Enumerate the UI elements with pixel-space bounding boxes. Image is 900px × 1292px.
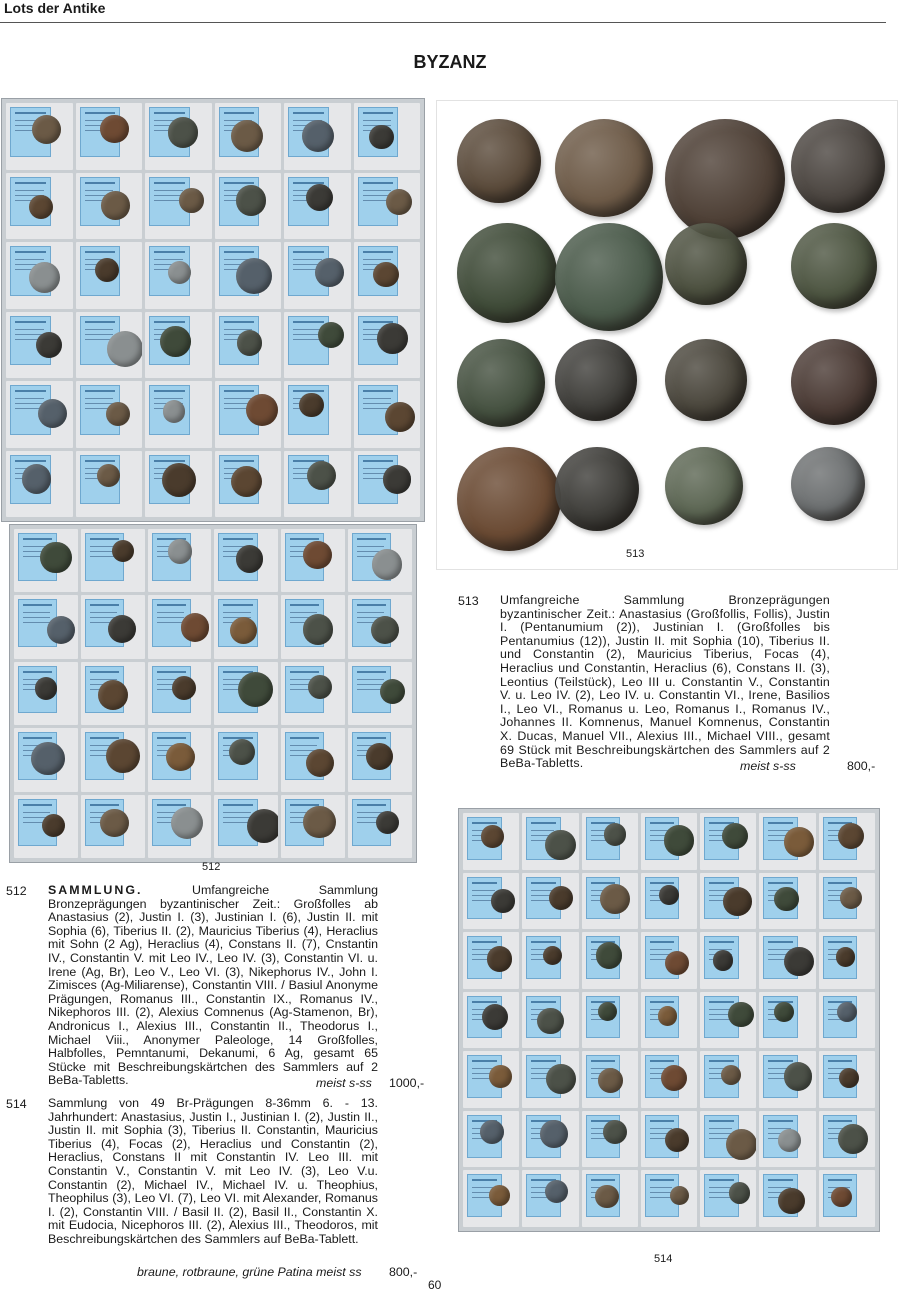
coin-image xyxy=(22,464,51,493)
tray-514-compartment xyxy=(700,1170,756,1227)
tray-512a-compartment xyxy=(284,173,351,240)
tray-514-compartment xyxy=(641,1051,697,1108)
coin-image xyxy=(318,322,344,348)
coin-image xyxy=(665,951,689,975)
tray-514-compartment xyxy=(819,932,875,989)
coin-image xyxy=(179,188,204,213)
coin-image xyxy=(728,1002,753,1027)
tray-512b-compartment xyxy=(214,795,278,858)
coin-image xyxy=(665,1128,689,1152)
coin-image xyxy=(543,946,562,965)
coin-image xyxy=(555,447,639,531)
lot-513-price: 800,- xyxy=(847,759,876,773)
coin-image xyxy=(369,125,394,150)
coin-image xyxy=(307,461,336,490)
lot-513-condition: meist s-ss xyxy=(740,759,796,773)
coin-image xyxy=(98,680,129,711)
coin-image xyxy=(299,393,324,418)
lot-512-lead: SAMMLUNG. xyxy=(48,883,143,897)
tray-514-compartment xyxy=(819,1111,875,1168)
coin-image xyxy=(549,886,573,910)
tray-514-compartment xyxy=(522,992,578,1049)
tray-514-compartment xyxy=(522,813,578,870)
lot-512-condition: meist s-ss xyxy=(316,1076,372,1090)
tray-514-compartment xyxy=(759,992,815,1049)
coin-image xyxy=(774,1002,794,1022)
tray-512a-compartment xyxy=(215,312,282,379)
coin-image xyxy=(385,402,415,432)
coin-image xyxy=(555,223,663,331)
tray-512a-compartment xyxy=(354,312,421,379)
coin-image xyxy=(163,400,186,423)
tray-514-compartment xyxy=(522,932,578,989)
page-header-title: Lots der Antike xyxy=(4,0,106,16)
coin-image xyxy=(107,331,142,367)
lot-512-tray-photo-lower xyxy=(9,524,417,863)
coin-image xyxy=(778,1188,804,1214)
coin-image xyxy=(377,323,408,354)
tray-512b-compartment xyxy=(81,795,145,858)
coin-image xyxy=(784,947,813,976)
coin-image xyxy=(778,1129,801,1152)
tray-514-compartment xyxy=(700,1111,756,1168)
coin-image xyxy=(658,1006,678,1026)
tray-514-compartment xyxy=(463,813,519,870)
coin-image xyxy=(726,1129,756,1160)
lot-512-number: 512 xyxy=(6,884,27,898)
coin-image xyxy=(489,1065,512,1088)
tray-512b-compartment xyxy=(214,662,278,725)
tray-512b-compartment xyxy=(281,662,345,725)
tray-512a-compartment xyxy=(284,312,351,379)
tray-514-compartment xyxy=(582,992,638,1049)
coin-image xyxy=(162,463,196,497)
tray-512a-compartment xyxy=(6,312,73,379)
tray-512b-compartment xyxy=(348,595,412,658)
tray-512a-compartment xyxy=(76,312,143,379)
coin-image xyxy=(101,191,130,220)
lot-513-number: 513 xyxy=(458,594,479,608)
coin-image xyxy=(831,1187,851,1207)
tray-514-compartment xyxy=(641,992,697,1049)
coin-image xyxy=(303,541,332,570)
tray-514-compartment xyxy=(819,1051,875,1108)
coin-image xyxy=(784,827,813,856)
coin-image xyxy=(306,749,334,777)
coin-image xyxy=(35,677,57,699)
coin-image xyxy=(95,258,119,282)
tray-512a-compartment xyxy=(215,242,282,309)
coin-image xyxy=(100,115,129,144)
tray-514-compartment xyxy=(582,932,638,989)
tray-514-compartment xyxy=(582,1111,638,1168)
tray-512a-compartment xyxy=(76,173,143,240)
tray-512b-compartment xyxy=(348,662,412,725)
coin-image xyxy=(31,742,64,775)
coin-image xyxy=(236,545,263,572)
coin-image xyxy=(661,1065,687,1091)
tray-512a-compartment xyxy=(354,381,421,448)
tray-512b-compartment xyxy=(348,795,412,858)
coin-image xyxy=(372,549,403,580)
tray-514-compartment xyxy=(522,1170,578,1227)
tray-512b-compartment xyxy=(14,728,78,791)
tray-512b-compartment xyxy=(281,595,345,658)
tray-514-compartment xyxy=(641,932,697,989)
coin-image xyxy=(106,402,130,426)
coin-image xyxy=(791,339,877,425)
tray-512b-compartment xyxy=(214,595,278,658)
tray-512a-compartment xyxy=(145,451,212,518)
tray-514-compartment xyxy=(819,1170,875,1227)
coin-image xyxy=(729,1182,751,1204)
tray-514-compartment xyxy=(522,1051,578,1108)
coin-image xyxy=(168,117,199,148)
coin-image xyxy=(236,185,267,216)
lot-512-text: Umfangreiche Sammlung Bronzeprägungen byzantinischer Zeit.: Großfolles ab Anastasius (2), Justin I. (3), Justinian I. (6), Justin II. mit Sophia (6), Tiberius II. (2), Mauricius Tiberius (4), Heraclius mit Sohn (2 Ag), Heraclius (4), Constans II. (7), Cnstantin IV., Constantin V. mit Leo IV., Leo IV. (3), Constantin VI. u. Irene (Ag, Br), Leo V., Leo VI. (3), Nikephorus IV., John I. Zimisces (Ag-Miliarense), Constantin VIII. / Basiul Anonyme Prägungen, Romanus III., Constantin IX., Romanus IV., Nikephoros III. (2), Alexius Comnenus (Ag-Stamenon, Br), Andronicus I., Alexius III., Constantin II., Theodorus I., Michael Viii., Anonymer Paleologe, 14 Großfolles, Halbfolles, Pemntanumi, Dekanumi, 6 Ag, gesamt 65 Stücke mit Beschreibungskärtchen des Sammlers auf 2 BeBa-Tabletts. xyxy=(48,883,378,1088)
coin-image xyxy=(380,679,406,705)
tray-512b-compartment xyxy=(214,728,278,791)
coin-image xyxy=(166,743,194,771)
tray-512a-compartment xyxy=(354,242,421,309)
coin-image xyxy=(383,465,412,494)
tray-512b-compartment xyxy=(348,529,412,592)
coin-image xyxy=(604,823,627,846)
tray-512b-compartment xyxy=(148,595,212,658)
lot-512-description xyxy=(48,884,378,1088)
coin-image xyxy=(670,1186,689,1205)
tray-514-compartment xyxy=(819,813,875,870)
coin-image xyxy=(713,950,734,971)
coin-image xyxy=(172,676,196,700)
coin-image xyxy=(840,887,862,909)
lot-514-condition: braune, rotbraune, grüne Patina meist ss xyxy=(137,1265,362,1279)
tray-512b-compartment xyxy=(81,728,145,791)
tray-514-compartment xyxy=(582,813,638,870)
figure-caption-512: 512 xyxy=(202,861,221,873)
lot-514-price: 800,- xyxy=(389,1265,418,1279)
tray-514-compartment xyxy=(700,813,756,870)
tray-512a-compartment xyxy=(354,173,421,240)
tray-512a-compartment xyxy=(354,103,421,170)
coin-image xyxy=(231,120,263,152)
coin-image xyxy=(537,1008,563,1034)
coin-image xyxy=(837,1002,857,1022)
tray-514-compartment xyxy=(641,873,697,930)
tray-512a-compartment xyxy=(215,381,282,448)
tray-514-compartment xyxy=(582,873,638,930)
coin-image xyxy=(100,809,129,838)
coin-image xyxy=(664,825,695,856)
tray-512a-compartment xyxy=(6,451,73,518)
coin-image xyxy=(302,120,334,152)
coin-image xyxy=(38,399,67,428)
coin-image xyxy=(481,825,504,848)
coin-image xyxy=(303,614,334,645)
coin-image xyxy=(29,262,60,293)
coin-image xyxy=(598,1068,623,1093)
tray-514-compartment xyxy=(463,1111,519,1168)
tray-514-compartment xyxy=(759,1111,815,1168)
lot-513-coins-photo xyxy=(436,100,898,570)
tray-514-compartment xyxy=(641,813,697,870)
tray-512a-compartment xyxy=(76,451,143,518)
tray-512a-compartment xyxy=(215,451,282,518)
tray-512a-compartment xyxy=(6,381,73,448)
coin-image xyxy=(546,1064,576,1094)
section-title: BYZANZ xyxy=(413,52,487,72)
tray-512b-compartment xyxy=(348,728,412,791)
lot-514-description: Sammlung von 49 Br-Prägungen 8-36mm 6. - 13. Jahrhundert: Anastasius, Justin I., Justinian I. (2), Justin II., Justin II. mit Sophia (3), Tiberius II. Constantin, Mauricius Tiberius (4), Focas (2), Heraclius und Constantin (2), Heraclius, Constans II mit Constantin IV. Leo III. mit Constantin V., Constantin V. mit Leo IV. (3), Leo V.u. Constantin (2), Michael IV., Michael IV. u. Theophius, Theophilus (3), Leo VI. (7), Leo VI. mit Alexander, Romanus I. (2), Constantin VIII. / Basil II. (2), Basil II., Constantin X. mit Eudocia, Nicephoros III. (2), Alexius III., Theodoros, mit Beschreibungskärtchen des Sammlers auf BeBa-Tablett. xyxy=(48,1096,378,1246)
tray-512a-compartment xyxy=(145,312,212,379)
coin-image xyxy=(723,887,752,916)
coin-image xyxy=(659,885,679,905)
coin-image xyxy=(665,447,743,525)
tray-512b-compartment xyxy=(148,529,212,592)
tray-512a-compartment xyxy=(145,173,212,240)
tray-512b-compartment xyxy=(148,728,212,791)
tray-514-compartment xyxy=(522,873,578,930)
tray-512a-compartment xyxy=(145,103,212,170)
coin-image xyxy=(791,223,877,309)
lot-514-number: 514 xyxy=(6,1097,27,1111)
coin-image xyxy=(457,119,541,203)
tray-514-compartment xyxy=(759,1051,815,1108)
coin-image xyxy=(47,616,75,644)
coin-image xyxy=(457,223,557,323)
tray-512a-compartment xyxy=(76,103,143,170)
coin-image xyxy=(838,1124,868,1154)
coin-image xyxy=(106,739,140,773)
coin-image xyxy=(480,1120,504,1144)
coin-image xyxy=(791,119,885,213)
tray-512a-compartment xyxy=(145,381,212,448)
tray-514-compartment xyxy=(759,932,815,989)
tray-512a-compartment xyxy=(76,381,143,448)
tray-512b-compartment xyxy=(281,728,345,791)
tray-514-compartment xyxy=(582,1051,638,1108)
tray-512b-compartment xyxy=(14,795,78,858)
lot-514-tray-photo xyxy=(458,808,880,1232)
coin-image xyxy=(540,1120,568,1148)
coin-image xyxy=(29,195,53,219)
tray-514-compartment xyxy=(463,932,519,989)
tray-514-compartment xyxy=(463,873,519,930)
coin-image xyxy=(168,261,191,284)
tray-512b-compartment xyxy=(148,662,212,725)
tray-512b-compartment xyxy=(281,529,345,592)
coin-image xyxy=(108,615,136,643)
tray-514-compartment xyxy=(759,1170,815,1227)
coin-image xyxy=(791,447,865,521)
coin-image xyxy=(366,743,393,770)
tray-512a-compartment xyxy=(6,242,73,309)
tray-512a-compartment xyxy=(6,103,73,170)
coin-image xyxy=(457,339,545,427)
coin-image xyxy=(171,807,203,839)
tray-512b-compartment xyxy=(214,529,278,592)
coin-image xyxy=(32,115,61,144)
coin-image xyxy=(371,616,400,645)
coin-image xyxy=(545,830,575,860)
coin-image xyxy=(42,814,65,837)
coin-image xyxy=(112,540,134,562)
tray-512b-compartment xyxy=(81,529,145,592)
coin-image xyxy=(545,1180,568,1203)
coin-image xyxy=(603,1120,627,1144)
coin-image xyxy=(596,942,622,968)
tray-514-compartment xyxy=(641,1111,697,1168)
coin-image xyxy=(376,811,399,834)
tray-512b-compartment xyxy=(281,795,345,858)
tray-514-compartment xyxy=(759,813,815,870)
tray-512a-compartment xyxy=(284,103,351,170)
coin-image xyxy=(40,542,71,573)
coin-image xyxy=(181,613,210,642)
tray-512b-compartment xyxy=(81,595,145,658)
tray-514-compartment xyxy=(700,873,756,930)
tray-514-compartment xyxy=(463,992,519,1049)
tray-514-compartment xyxy=(522,1111,578,1168)
coin-image xyxy=(457,447,561,551)
tray-512b-compartment xyxy=(81,662,145,725)
coin-image xyxy=(308,675,332,699)
tray-514-compartment xyxy=(700,1051,756,1108)
page-number: 60 xyxy=(428,1278,442,1292)
coin-image xyxy=(236,258,273,295)
tray-512a-compartment xyxy=(284,381,351,448)
header-divider xyxy=(0,22,886,23)
lot-512-price: 1000,- xyxy=(389,1076,425,1090)
coin-image xyxy=(665,223,747,305)
coin-image xyxy=(555,119,653,217)
tray-512b-compartment xyxy=(148,795,212,858)
coin-image xyxy=(246,394,278,426)
tray-514-compartment xyxy=(463,1051,519,1108)
tray-512a-compartment xyxy=(6,173,73,240)
tray-512a-compartment xyxy=(215,103,282,170)
coin-image xyxy=(482,1004,508,1030)
figure-caption-514: 514 xyxy=(654,1253,673,1265)
coin-image xyxy=(247,809,279,843)
coin-image xyxy=(373,262,399,288)
coin-image xyxy=(303,806,336,839)
coin-image xyxy=(306,184,333,211)
tray-512a-compartment xyxy=(215,173,282,240)
coin-image xyxy=(665,119,785,239)
coin-image xyxy=(168,539,192,563)
tray-514-compartment xyxy=(641,1170,697,1227)
tray-514-compartment xyxy=(700,992,756,1049)
tray-512a-compartment xyxy=(354,451,421,518)
lot-512-tray-photo-upper xyxy=(1,98,425,522)
coin-image xyxy=(237,330,262,355)
tray-514-compartment xyxy=(759,873,815,930)
tray-512a-compartment xyxy=(145,242,212,309)
coin-image xyxy=(665,339,747,421)
tray-512a-compartment xyxy=(284,451,351,518)
lot-513-description: Umfangreiche Sammlung Bronzeprägungen byzantinischer Zeit.: Anastasius (Großfollis, Follis), Justin I. (Pentanumium (2)), Justinian I. (Großfolles bis Pentanumius (12)), Justin II. mit Sophia (10), Tiberius II. und Constantin (2), Mauricius Tiberius, Focas (4), Heraclius und Constantin, Heraclius (6), Constans II. (3), Leontius (Teilstück), Leo III u. Constantin V., Constantin V. u. Leo IV. (2), Leo IV. u. Constantin VI., Irene, Basilios I., Leo VI., Romanus u. Leo, Romanus I., Romanus IV., Johannes II. Komnenus, Manuel Komnenus, Constantin X. Ducas, Manuel VII., Alexius III., Michael VIII., gesamt 69 Stück mit Beschreibungskärtchen des Sammlers auf 2 BeBa-Tabletts. xyxy=(500,593,830,771)
tray-514-compartment xyxy=(582,1170,638,1227)
coin-image xyxy=(555,339,637,421)
coin-image xyxy=(386,189,412,215)
coin-image xyxy=(722,823,748,849)
coin-image xyxy=(315,258,344,287)
coin-image xyxy=(600,884,630,914)
coin-image xyxy=(489,1185,510,1206)
tray-512a-compartment xyxy=(284,242,351,309)
tray-512b-compartment xyxy=(14,662,78,725)
coin-image xyxy=(160,326,191,357)
tray-512a-compartment xyxy=(76,242,143,309)
coin-image xyxy=(487,946,513,972)
coin-image xyxy=(838,823,864,849)
coin-image xyxy=(36,332,62,358)
coin-image xyxy=(238,672,273,707)
tray-514-compartment xyxy=(463,1170,519,1227)
figure-caption-513: 513 xyxy=(626,548,645,560)
coin-image xyxy=(836,947,855,966)
tray-514-compartment xyxy=(819,873,875,930)
coin-image xyxy=(721,1065,741,1085)
coin-image xyxy=(784,1062,813,1091)
tray-514-compartment xyxy=(700,932,756,989)
tray-512b-compartment xyxy=(14,595,78,658)
tray-512b-compartment xyxy=(14,529,78,592)
coin-image xyxy=(491,889,515,913)
tray-514-compartment xyxy=(819,992,875,1049)
